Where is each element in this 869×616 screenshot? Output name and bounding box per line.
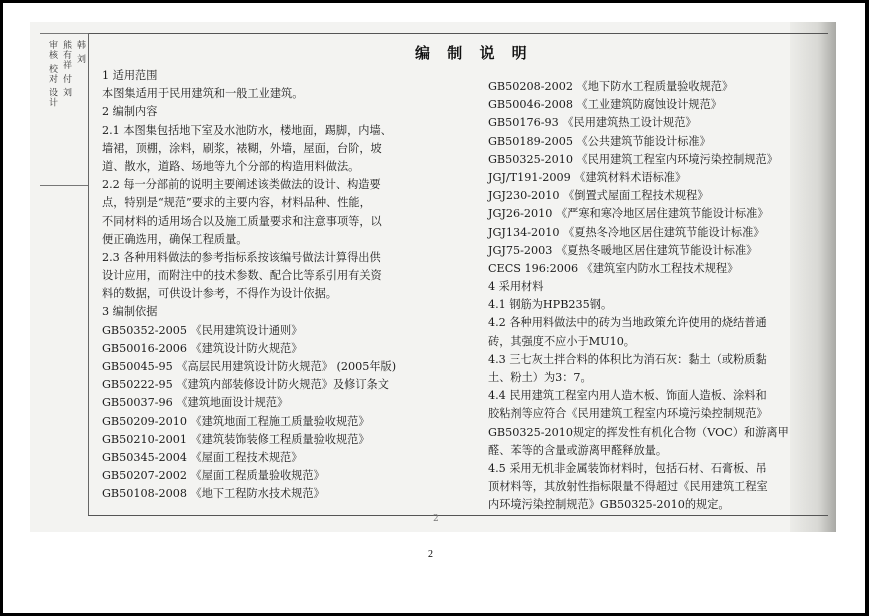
text-line: 便正确选用，确保工程质量。 xyxy=(102,232,248,246)
text-line: 砖，其强度不应小于MU10。 xyxy=(488,334,635,348)
text-line: 料的数据，可供设计参考，不得作为设计依据。 xyxy=(102,287,337,301)
text-line: 4.1 钢筋为HPB235钢。 xyxy=(488,298,613,312)
text-line: 4.4 民用建筑工程室内用人造木板、饰面人造板、涂料和 xyxy=(488,389,767,403)
text-line: 2.3 各种用料做法的参考指标系按该编号做法计算得出供 xyxy=(102,250,381,264)
sign-block-rule xyxy=(40,185,88,186)
frame-rule-bottom xyxy=(88,515,828,516)
text-line: 4 采用材料 xyxy=(488,280,544,294)
text-line: 2.1 本图集包括地下室及水池防水，楼地面，踢脚，内墙、 xyxy=(102,123,392,137)
page-number: 2 xyxy=(428,549,433,560)
text-line: GB50016-2006 《建筑设计防火规范》 xyxy=(102,341,303,355)
sign-block-roles: 审核 校对 设计 xyxy=(47,40,57,108)
border-left xyxy=(0,0,3,616)
text-line: GB50108-2008 《地下工程防水技术规范》 xyxy=(102,487,325,501)
text-line: 4.2 各种用料做法中的砖为当地政策允许使用的烧结普通 xyxy=(488,316,767,330)
text-line: 设计应用，而附注中的技术参数、配合比等系引用有关资 xyxy=(102,269,382,283)
text-line: 土、粉土）为3：7。 xyxy=(488,371,592,384)
text-line: 胶粘剂等应符合《民用建筑工程室内环境污染控制规范》 xyxy=(488,407,768,421)
text-line: GB50037-96 《建筑地面设计规范》 xyxy=(102,396,289,410)
text-line: 道、散水，道路、场地等九个分部的构造用料做法。 xyxy=(102,159,360,173)
text-line: GB50345-2004 《屋面工程技术规范》 xyxy=(102,450,303,464)
sign-block-names: 熊有祥 付 刘 xyxy=(61,40,71,98)
text-line: 不同材料的适用场合以及施工质量要求和注意事项等，以 xyxy=(102,214,382,228)
text-line: JGJ26-2010 《严寒和寒冷地区居住建筑节能设计标准》 xyxy=(488,207,769,221)
text-line: GB50222-95 《建筑内部装修设计防火规范》及修订条文 xyxy=(102,378,389,392)
text-line: GB50176-93 《民用建筑热工设计规范》 xyxy=(488,116,697,130)
text-line: GB50046-2008 《工业建筑防腐蚀设计规范》 xyxy=(488,98,722,112)
text-line: CECS 196:2006 《建筑室内防水工程技术规程》 xyxy=(488,261,739,275)
text-line: GB50209-2010 《建筑地面工程施工质量验收规范》 xyxy=(102,414,370,428)
text-line: JGJ/T191-2009 《建筑材料术语标准》 xyxy=(488,170,687,184)
text-line: JGJ75-2003 《夏热冬暖地区居住建筑节能设计标准》 xyxy=(488,243,758,257)
text-line: GB50207-2002 《屋面工程质量验收规范》 xyxy=(102,469,325,483)
text-line: GB50210-2001 《建筑装饰装修工程质量验收规范》 xyxy=(102,432,370,446)
text-line: JGJ134-2010 《夏热冬冷地区居住建筑节能设计标准》 xyxy=(488,225,765,239)
text-line: 醛、苯等的含量或游离甲醛释放量。 xyxy=(488,443,668,457)
text-line: 内环境污染控制规范》GB50325-2010的规定。 xyxy=(488,498,730,512)
text-line: 2 编制内容 xyxy=(102,105,158,119)
text-line: 本图集适用于民用建筑和一般工业建筑。 xyxy=(102,87,304,101)
sign-block-signatures: 韩 刘 xyxy=(75,40,85,64)
frame-rule-top xyxy=(88,33,828,34)
text-line: GB50325-2010 《民用建筑工程室内环境污染控制规范》 xyxy=(488,152,778,166)
text-line: 4.5 采用无机非金属装饰材料时，包括石材、石膏板、吊 xyxy=(488,461,767,475)
text-line: 1 适用范围 xyxy=(102,69,158,82)
left-column xyxy=(102,67,396,504)
text-line: 2.2 每一分部前的说明主要阐述该类做法的设计、构造要 xyxy=(102,178,381,192)
sign-block-rule xyxy=(40,33,88,34)
text-line: JGJ230-2010 《倒置式屋面工程技术规程》 xyxy=(488,189,709,203)
border-top xyxy=(0,0,869,3)
text-line: GB50325-2010规定的挥发性有机化合物（VOC）和游离甲 xyxy=(488,425,789,439)
text-line: GB50352-2005 《民用建筑设计通则》 xyxy=(102,323,303,337)
right-column xyxy=(488,78,789,515)
text-line: 点，特别是“规范”要求的主要内容，材料品种、性能， xyxy=(102,196,371,210)
text-line: 3 编制依据 xyxy=(102,305,158,319)
text-line: GB50045-95 《高层民用建筑设计防火规范》 (2005年版) xyxy=(102,360,397,373)
text-line: 顶材料等，其放射性指标限量不得超过《民用建筑工程室 xyxy=(488,480,768,494)
document-title: 编 制 说 明 xyxy=(415,44,533,62)
text-line: 4.3 三七灰土拌合料的体积比为消石灰：黏土（或粉质黏 xyxy=(488,352,767,366)
inner-page-number: 2 xyxy=(433,514,439,524)
border-right xyxy=(865,0,869,616)
text-line: 墙裙，顶棚，涂料，刷浆，裱糊，外墙，屋面，台阶，坡 xyxy=(102,141,382,155)
scan-binding-shadow xyxy=(790,22,836,532)
frame-rule-left xyxy=(88,33,89,515)
text-line: GB50208-2002 《地下防水工程质量验收规范》 xyxy=(488,80,734,93)
text-line: GB50189-2005 《公共建筑节能设计标准》 xyxy=(488,134,711,148)
